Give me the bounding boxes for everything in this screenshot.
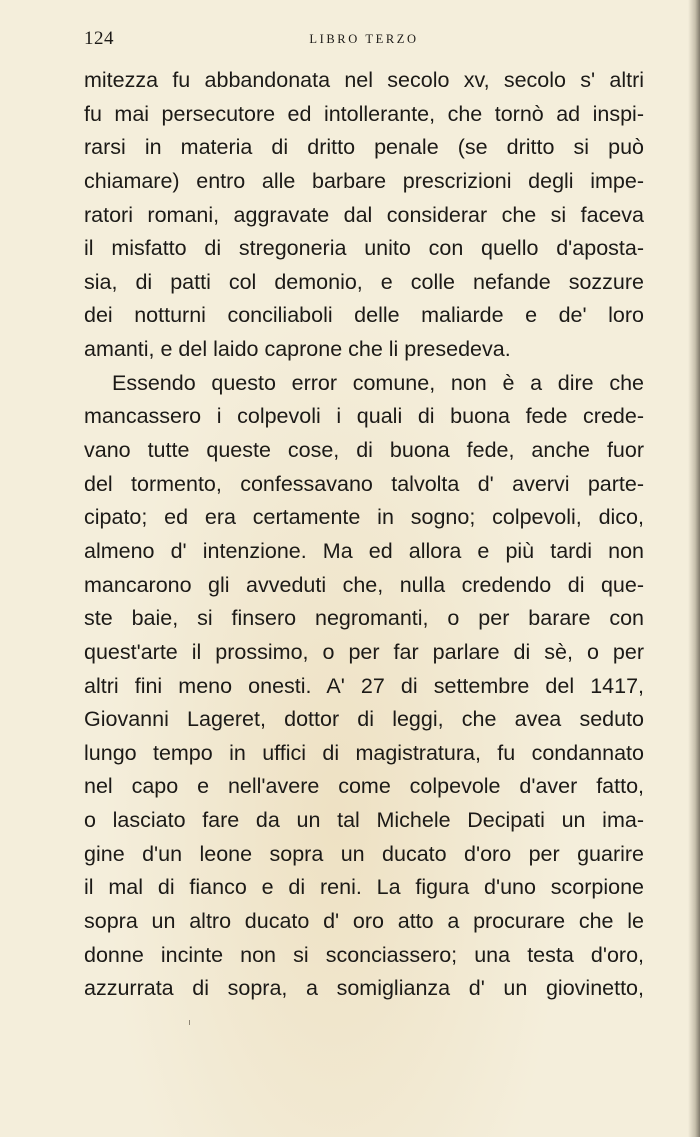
- text-line: chiamare) entro alle barbare prescrizioni degli impe-: [84, 168, 644, 193]
- text-line: Essendo questo error comune, non è a dire che: [112, 370, 644, 395]
- text-line: azzurrata di sopra, a somiglianza d' un giovinetto,: [84, 976, 644, 1001]
- paragraph-1: [84, 64, 644, 367]
- text-line: quest'arte il prossimo, o per far parlare di sè, o per: [84, 639, 644, 664]
- text-line: vano tutte queste cose, di buona fede, anche fuor: [84, 438, 644, 463]
- text-line: sopra un altro ducato d' oro atto a procurare che le: [84, 909, 644, 934]
- text-line: fu mai persecutore ed intollerante, che tornò ad inspi-: [84, 101, 644, 126]
- text-line: mancarono gli avveduti che, nulla credendo di que-: [84, 572, 644, 597]
- running-head: [84, 28, 644, 50]
- page-edge-shadow: [688, 0, 700, 1137]
- print-mark: [189, 1020, 190, 1025]
- text-line: dei notturni conciliaboli delle maliarde e de' loro: [84, 303, 644, 328]
- text-line: sia, di patti col demonio, e colle nefande sozzure: [84, 269, 644, 294]
- text-line: donne incinte non si sconciassero; una testa d'oro,: [84, 942, 644, 967]
- text-line: mitezza fu abbandonata nel secolo xv, secolo s' altri: [84, 68, 644, 92]
- text-line: ste baie, si finsero negromanti, o per barare con: [84, 606, 644, 631]
- text-line: ratori romani, aggravate dal considerar che si faceva: [84, 202, 644, 227]
- text-line: gine d'un leone sopra un ducato d'oro per guarire: [84, 841, 644, 866]
- text-line: nel capo e nell'avere come colpevole d'aver fatto,: [84, 774, 644, 799]
- text-line: cipato; ed era certamente in sogno; colpevoli, dico,: [84, 505, 644, 530]
- text-line: del tormento, confessavano talvolta d' avervi parte-: [84, 471, 644, 496]
- body-text: [84, 64, 644, 1006]
- text-line: lungo tempo in uffici di magistratura, fu condannato: [84, 740, 644, 765]
- text-line: rarsi in materia di dritto penale (se dritto si può: [84, 135, 644, 160]
- text-line: mancassero i colpevoli i quali di buona fede crede-: [84, 404, 644, 429]
- text-line: o lasciato fare da un tal Michele Decipati un ima-: [84, 808, 644, 833]
- text-line: Giovanni Lageret, dottor di leggi, che avea seduto: [84, 707, 644, 732]
- text-line: altri fini meno onesti. A' 27 di settembre del 1417,: [84, 673, 644, 698]
- running-title: LIBRO TERZO: [309, 32, 419, 46]
- text-line: almeno d' intenzione. Ma ed allora e più tardi non: [84, 538, 644, 563]
- paragraph-2: [84, 367, 644, 1006]
- text-line: amanti, e del laido caprone che li presedeva.: [84, 337, 511, 362]
- text-line: il mal di fianco e di reni. La figura d'uno scorpione: [84, 875, 644, 900]
- text-line: il misfatto di stregoneria unito con quello d'aposta-: [84, 236, 644, 261]
- page-number: 124: [84, 28, 114, 49]
